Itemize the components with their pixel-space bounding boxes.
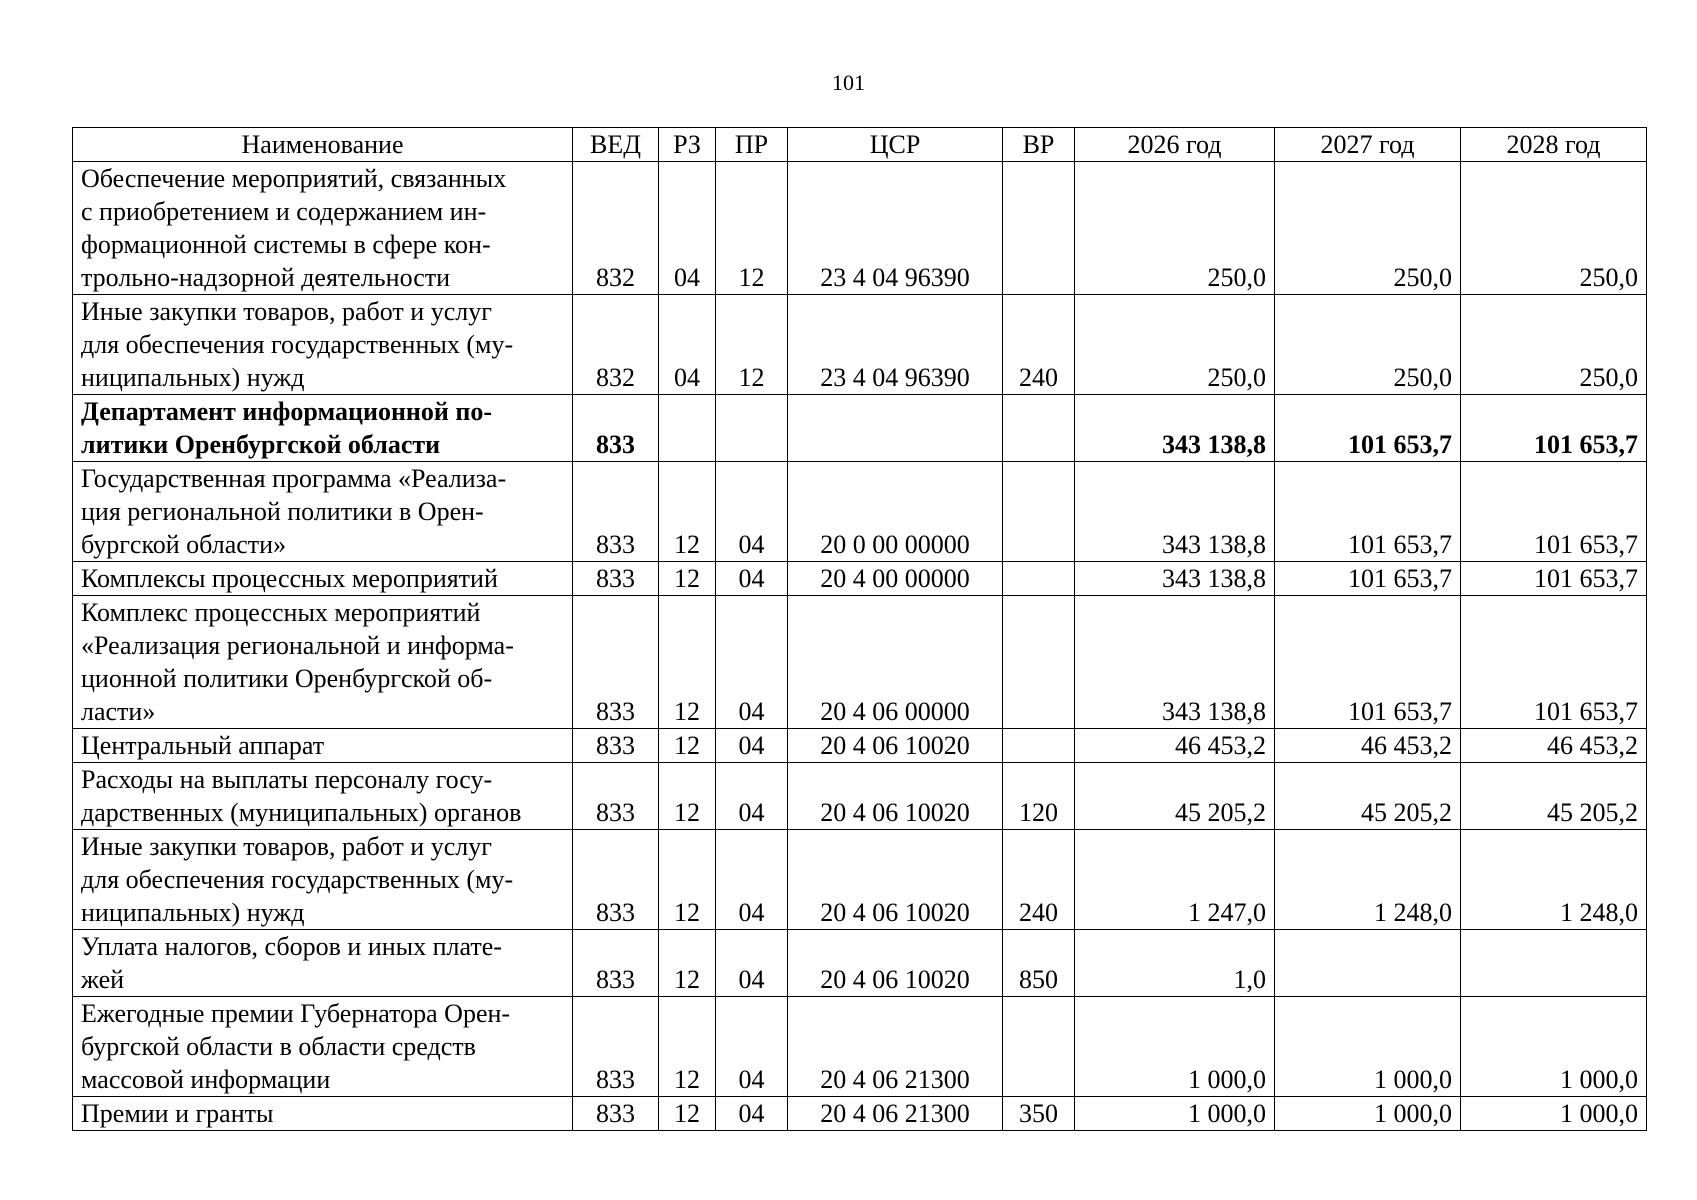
header-pr: ПР xyxy=(716,128,788,162)
name-line: для обеспечения государственных (му- xyxy=(81,330,514,359)
name-line: ционной политики Оренбургской об- xyxy=(81,664,493,693)
cell-2026: 1 247,0 xyxy=(1075,830,1275,930)
table-row xyxy=(73,830,1647,930)
cell-2028: 1 000,0 xyxy=(1461,997,1647,1097)
cell-2027: 250,0 xyxy=(1275,162,1461,295)
name-line: дарственных (муниципальных) органов xyxy=(81,798,522,827)
cell-vr xyxy=(1003,729,1075,763)
cell-vr xyxy=(1003,395,1075,462)
cell-csr: 20 4 06 10020 xyxy=(788,830,1003,930)
header-csr: ЦСР xyxy=(788,128,1003,162)
cell-2026: 1 000,0 xyxy=(1075,1097,1275,1131)
cell-rz: 12 xyxy=(659,997,716,1097)
cell-name xyxy=(73,162,573,295)
name-line: бургской области в области средств xyxy=(81,1032,476,1061)
name-line: формационной системы в сфере кон- xyxy=(81,230,491,259)
cell-vr xyxy=(1003,462,1075,562)
cell-2028: 45 205,2 xyxy=(1461,763,1647,830)
cell-2027: 101 653,7 xyxy=(1275,596,1461,729)
cell-rz: 12 xyxy=(659,596,716,729)
cell-pr: 04 xyxy=(716,562,788,596)
cell-name xyxy=(73,462,573,562)
cell-rz: 12 xyxy=(659,930,716,997)
cell-2027: 101 653,7 xyxy=(1275,462,1461,562)
cell-name xyxy=(73,930,573,997)
cell-csr: 20 4 06 21300 xyxy=(788,997,1003,1097)
cell-ved: 833 xyxy=(573,1097,659,1131)
name-line: Департамент информационной по- xyxy=(81,397,493,426)
name-line: Иные закупки товаров, работ и услуг xyxy=(81,297,492,326)
cell-2026: 343 138,8 xyxy=(1075,596,1275,729)
budget-table xyxy=(72,127,1647,1131)
cell-csr xyxy=(788,395,1003,462)
cell-2027 xyxy=(1275,930,1461,997)
cell-name xyxy=(73,830,573,930)
header-2026: 2026 год xyxy=(1075,128,1275,162)
cell-2028: 101 653,7 xyxy=(1461,462,1647,562)
cell-ved: 832 xyxy=(573,162,659,295)
name-line: Центральный аппарат xyxy=(81,731,325,760)
cell-ved: 833 xyxy=(573,596,659,729)
name-line: массовой информации xyxy=(81,1065,331,1094)
name-line: Иные закупки товаров, работ и услуг xyxy=(81,832,492,861)
table-row xyxy=(73,395,1647,462)
cell-vr: 350 xyxy=(1003,1097,1075,1131)
cell-ved: 833 xyxy=(573,930,659,997)
cell-csr: 23 4 04 96390 xyxy=(788,295,1003,395)
cell-rz: 04 xyxy=(659,162,716,295)
cell-ved: 833 xyxy=(573,562,659,596)
cell-vr xyxy=(1003,562,1075,596)
cell-ved: 833 xyxy=(573,462,659,562)
name-line: ниципальных) нужд xyxy=(81,363,305,392)
cell-2028: 250,0 xyxy=(1461,295,1647,395)
cell-2027: 45 205,2 xyxy=(1275,763,1461,830)
cell-csr: 20 4 06 10020 xyxy=(788,763,1003,830)
cell-2026: 1,0 xyxy=(1075,930,1275,997)
name-line: с приобретением и содержанием ин- xyxy=(81,197,487,226)
cell-ved: 833 xyxy=(573,997,659,1097)
cell-pr: 12 xyxy=(716,295,788,395)
cell-2027: 101 653,7 xyxy=(1275,395,1461,462)
header-rz: РЗ xyxy=(659,128,716,162)
name-line: жей xyxy=(81,965,125,994)
table-row xyxy=(73,462,1647,562)
name-line: для обеспечения государственных (му- xyxy=(81,865,514,894)
table-row xyxy=(73,997,1647,1097)
name-line: ласти» xyxy=(81,697,156,726)
table-row xyxy=(73,596,1647,729)
table-row xyxy=(73,729,1647,763)
cell-rz: 12 xyxy=(659,562,716,596)
cell-pr: 04 xyxy=(716,462,788,562)
table-row xyxy=(73,1097,1647,1131)
cell-pr: 12 xyxy=(716,162,788,295)
cell-ved: 833 xyxy=(573,830,659,930)
table-row xyxy=(73,763,1647,830)
cell-2026: 343 138,8 xyxy=(1075,395,1275,462)
name-line: «Реализация региональной и информа- xyxy=(81,631,514,660)
cell-pr: 04 xyxy=(716,930,788,997)
cell-2026: 343 138,8 xyxy=(1075,562,1275,596)
name-line: Уплата налогов, сборов и иных плате- xyxy=(81,932,502,961)
header-2027: 2027 год xyxy=(1275,128,1461,162)
cell-ved: 833 xyxy=(573,763,659,830)
cell-vr: 240 xyxy=(1003,830,1075,930)
cell-csr: 20 4 06 10020 xyxy=(788,930,1003,997)
cell-2027: 101 653,7 xyxy=(1275,562,1461,596)
name-line: литики Оренбургской области xyxy=(81,430,441,459)
cell-2028: 101 653,7 xyxy=(1461,596,1647,729)
cell-2028: 46 453,2 xyxy=(1461,729,1647,763)
cell-csr: 20 4 06 00000 xyxy=(788,596,1003,729)
table-row xyxy=(73,930,1647,997)
cell-csr: 20 4 00 00000 xyxy=(788,562,1003,596)
cell-name xyxy=(73,295,573,395)
cell-rz: 12 xyxy=(659,729,716,763)
cell-2027: 46 453,2 xyxy=(1275,729,1461,763)
cell-2028: 101 653,7 xyxy=(1461,395,1647,462)
cell-2026: 343 138,8 xyxy=(1075,462,1275,562)
cell-rz: 04 xyxy=(659,295,716,395)
header-name: Наименование xyxy=(73,128,573,162)
cell-name xyxy=(73,562,573,596)
name-line: Ежегодные премии Губернатора Орен- xyxy=(81,999,511,1028)
header-vr: ВР xyxy=(1003,128,1075,162)
cell-2028: 1 000,0 xyxy=(1461,1097,1647,1131)
cell-2026: 45 205,2 xyxy=(1075,763,1275,830)
header-ved: ВЕД xyxy=(573,128,659,162)
cell-2026: 250,0 xyxy=(1075,295,1275,395)
cell-vr: 850 xyxy=(1003,930,1075,997)
cell-2028: 1 248,0 xyxy=(1461,830,1647,930)
table-row xyxy=(73,562,1647,596)
table-header-row xyxy=(73,128,1647,162)
cell-rz: 12 xyxy=(659,763,716,830)
name-line: бургской области» xyxy=(81,530,287,559)
name-line: ниципальных) нужд xyxy=(81,898,305,927)
cell-2028: 250,0 xyxy=(1461,162,1647,295)
cell-pr: 04 xyxy=(716,1097,788,1131)
cell-name xyxy=(73,596,573,729)
cell-2028: 101 653,7 xyxy=(1461,562,1647,596)
name-line: Расходы на выплаты персоналу госу- xyxy=(81,765,493,794)
cell-ved: 833 xyxy=(573,729,659,763)
name-line: Комплексы процессных мероприятий xyxy=(81,564,498,593)
cell-rz: 12 xyxy=(659,462,716,562)
cell-pr: 04 xyxy=(716,830,788,930)
cell-rz xyxy=(659,395,716,462)
cell-vr: 120 xyxy=(1003,763,1075,830)
page-number: 101 xyxy=(832,70,865,95)
table-body xyxy=(73,162,1647,1131)
cell-name xyxy=(73,997,573,1097)
name-line: трольно-надзорной деятельности xyxy=(81,263,451,292)
cell-2026: 46 453,2 xyxy=(1075,729,1275,763)
cell-name xyxy=(73,763,573,830)
name-line: Премии и гранты xyxy=(81,1099,274,1128)
table-row xyxy=(73,295,1647,395)
cell-name xyxy=(73,395,573,462)
cell-2026: 1 000,0 xyxy=(1075,997,1275,1097)
name-line: Государственная программа «Реализа- xyxy=(81,464,507,493)
cell-vr xyxy=(1003,997,1075,1097)
cell-csr: 20 4 06 21300 xyxy=(788,1097,1003,1131)
cell-2027: 1 000,0 xyxy=(1275,1097,1461,1131)
cell-2027: 1 000,0 xyxy=(1275,997,1461,1097)
cell-2028 xyxy=(1461,930,1647,997)
cell-2027: 1 248,0 xyxy=(1275,830,1461,930)
cell-csr: 23 4 04 96390 xyxy=(788,162,1003,295)
cell-vr: 240 xyxy=(1003,295,1075,395)
cell-ved: 833 xyxy=(573,395,659,462)
cell-pr: 04 xyxy=(716,729,788,763)
table-row xyxy=(73,162,1647,295)
cell-rz: 12 xyxy=(659,1097,716,1131)
cell-csr: 20 4 06 10020 xyxy=(788,729,1003,763)
cell-ved: 832 xyxy=(573,295,659,395)
cell-csr: 20 0 00 00000 xyxy=(788,462,1003,562)
cell-name xyxy=(73,1097,573,1131)
cell-pr: 04 xyxy=(716,997,788,1097)
cell-vr xyxy=(1003,162,1075,295)
header-2028: 2028 год xyxy=(1461,128,1647,162)
cell-pr xyxy=(716,395,788,462)
cell-name xyxy=(73,729,573,763)
cell-rz: 12 xyxy=(659,830,716,930)
cell-vr xyxy=(1003,596,1075,729)
name-line: ция региональной политики в Орен- xyxy=(81,497,484,526)
cell-pr: 04 xyxy=(716,596,788,729)
cell-2027: 250,0 xyxy=(1275,295,1461,395)
cell-pr: 04 xyxy=(716,763,788,830)
name-line: Комплекс процессных мероприятий xyxy=(81,598,481,627)
cell-2026: 250,0 xyxy=(1075,162,1275,295)
name-line: Обеспечение мероприятий, связанных xyxy=(81,164,507,193)
